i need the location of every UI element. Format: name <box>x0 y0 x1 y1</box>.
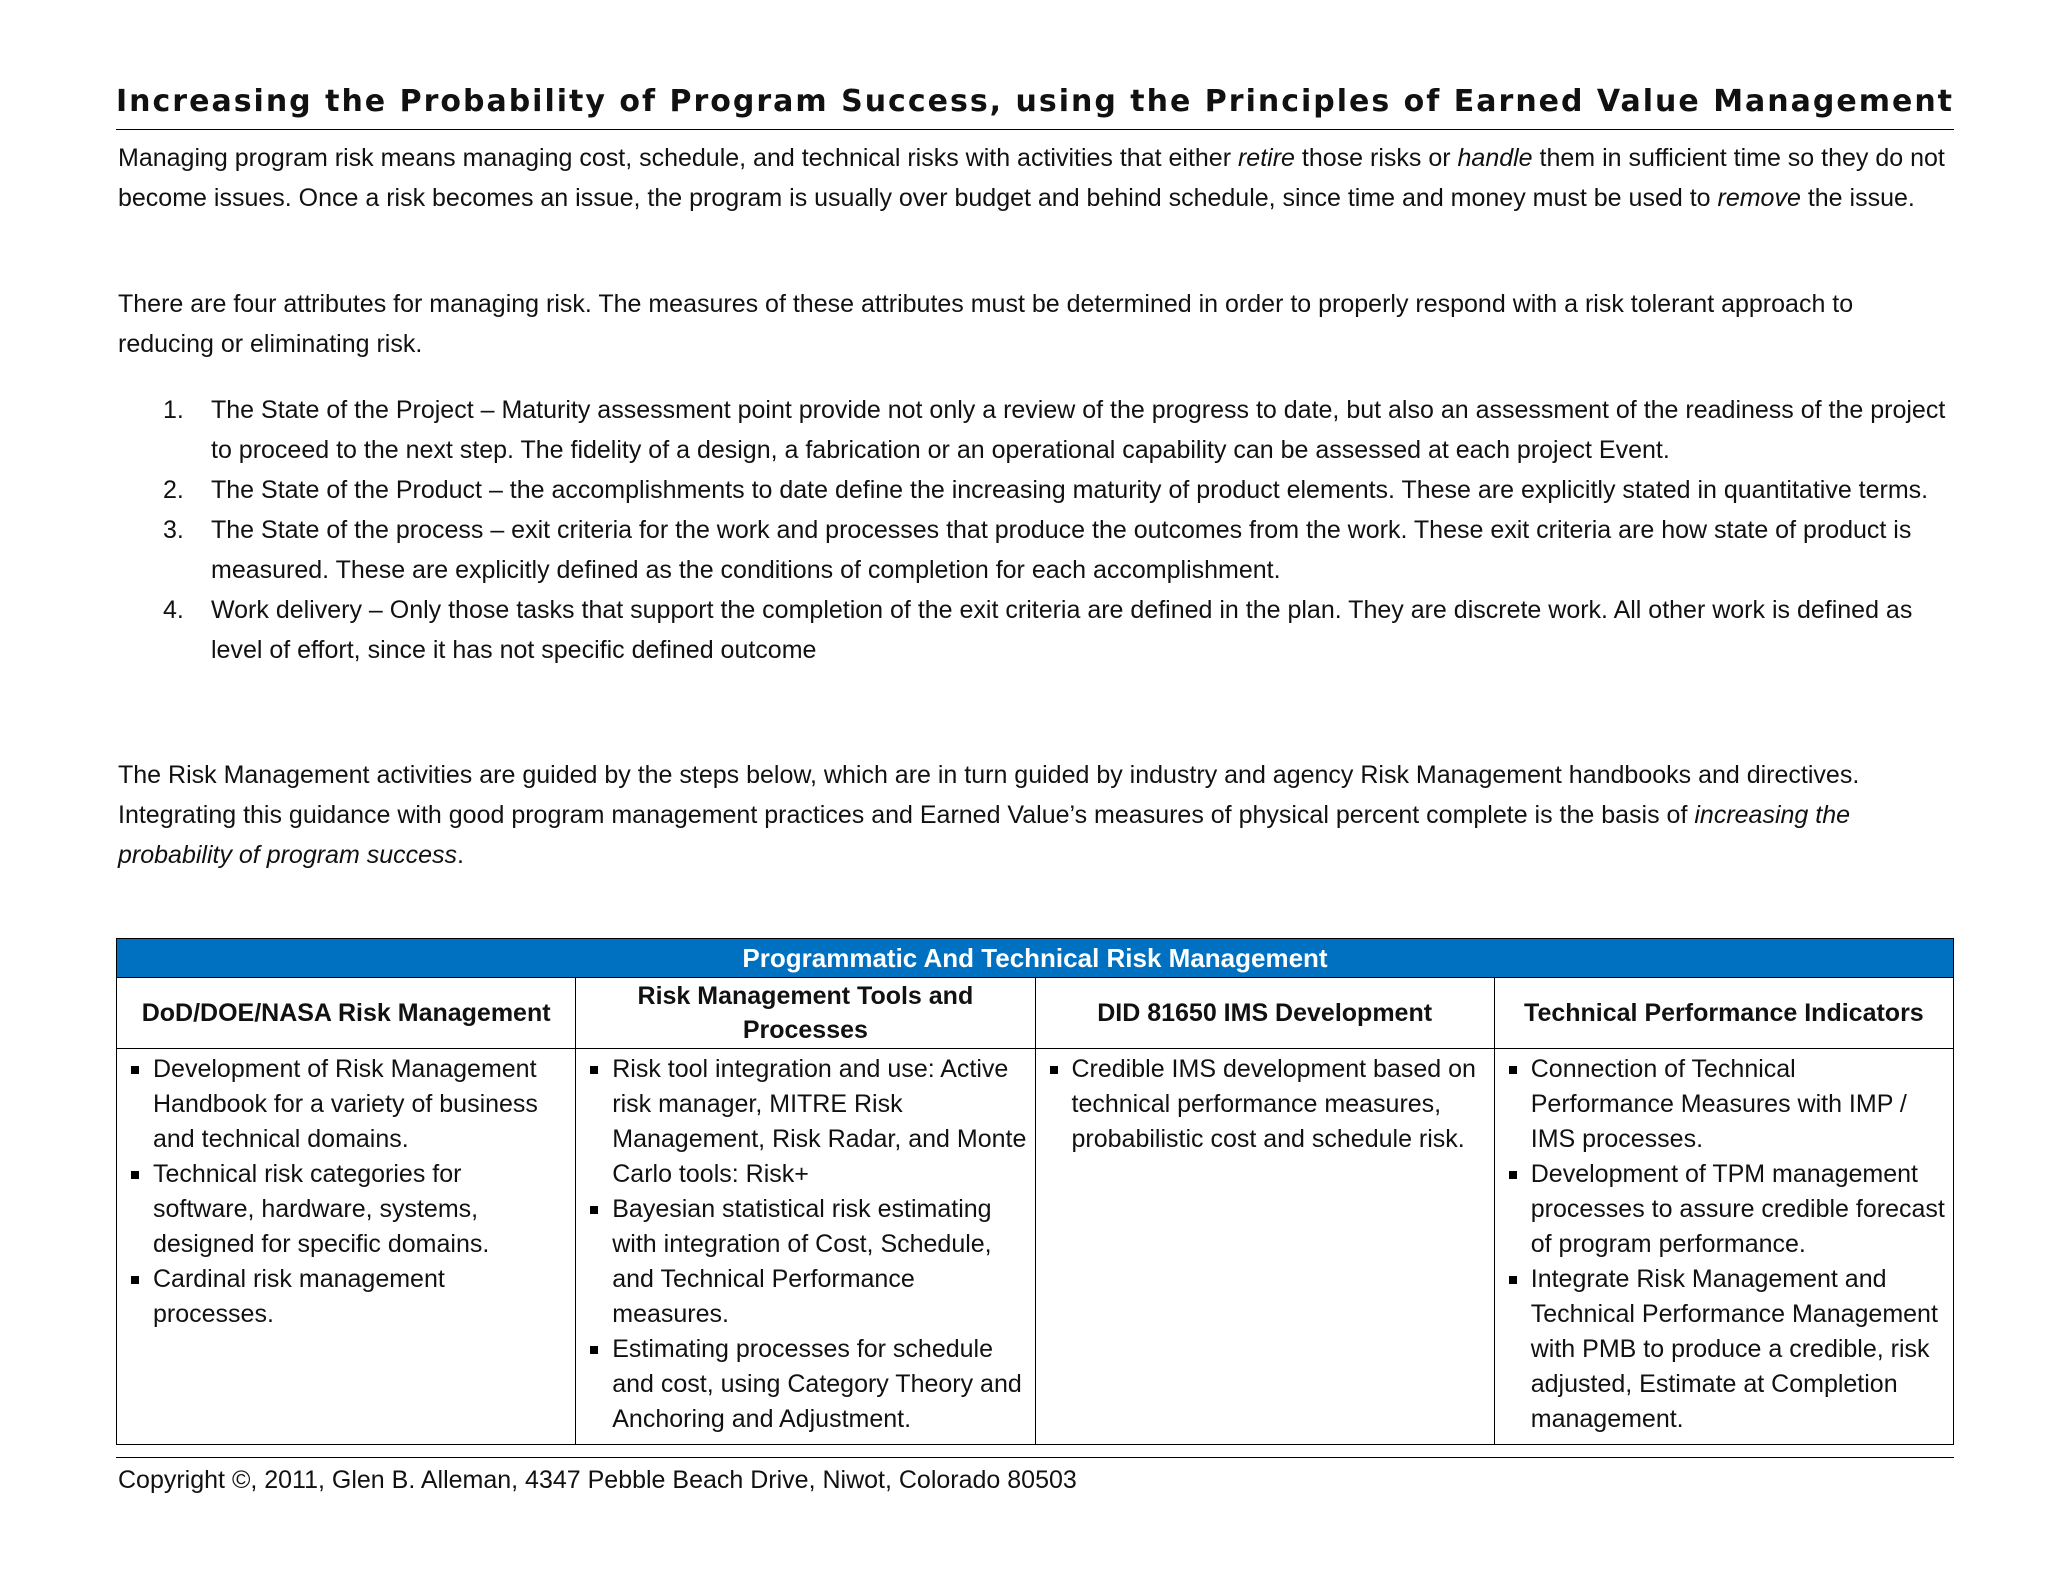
table-banner: Programmatic And Technical Risk Management <box>117 939 1954 978</box>
list-number: 2. <box>163 476 184 504</box>
footer-divider <box>116 1457 1954 1458</box>
copyright-notice: Copyright ©, 2011, Glen B. Alleman, 4347 Pebble Beach Drive, Niwot, Colorado 80503 <box>118 1466 1077 1494</box>
square-bullet-icon <box>1509 1276 1517 1284</box>
square-bullet-icon <box>590 1206 598 1214</box>
bullet-list <box>1048 1052 1486 1157</box>
guidance-text-2: . <box>457 841 464 869</box>
list-item-text: The State of the Product – the accomplishments to date define the increasing maturity of product elements. These are explicitly stated in quantitative terms. <box>211 476 1929 504</box>
bullet-item <box>1507 1262 1945 1437</box>
list-item <box>118 590 1954 670</box>
intro-text-4: the issue. <box>1800 184 1915 212</box>
bullet-item <box>129 1157 567 1262</box>
intro-paragraph <box>118 138 1954 218</box>
list-item-text: The State of the Project – Maturity assessment point provide not only a review of the progress to date, but also an assessment of the readiness of the project to proceed to the next step. The fidelity of a design, a fabrication or an operational capability can be assessed at each project Event. <box>211 396 1946 464</box>
column-header-dod-doe-nasa: DoD/DOE/NASA Risk Management <box>117 978 576 1049</box>
list-item <box>118 510 1954 590</box>
bullet-item <box>1048 1052 1486 1157</box>
bullet-item <box>588 1332 1026 1437</box>
bullet-text: Bayesian statistical risk estimating with integration of Cost, Schedule, and Technical Performance measures. <box>612 1195 992 1328</box>
square-bullet-icon <box>1509 1171 1517 1179</box>
square-bullet-icon <box>1050 1066 1058 1074</box>
page-title: Increasing the Probability of Program Success, using the Principles of Earned Value Management <box>116 84 1955 119</box>
intro-text-2: those risks or <box>1294 144 1458 172</box>
risk-management-table <box>116 938 1954 1445</box>
intro-emphasis-handle: handle <box>1457 144 1533 172</box>
intro-text-3: them in sufficient time so they do not become issues. Once a risk becomes an issue, the program is usually over budget and behind schedule, since time and money must be used to <box>118 144 1945 212</box>
list-item <box>118 390 1954 470</box>
bullet-text: Integrate Risk Management and Technical Performance Management with PMB to produce a credible, risk adjusted, Estimate at Completion management. <box>1530 1265 1938 1433</box>
guidance-paragraph <box>118 755 1954 875</box>
list-item <box>118 470 1954 510</box>
list-number: 3. <box>163 516 184 544</box>
intro-emphasis-retire: retire <box>1237 144 1295 172</box>
column-header-risk-tools: Risk Management Tools and Processes <box>576 978 1035 1049</box>
square-bullet-icon <box>131 1276 139 1284</box>
bullet-list <box>129 1052 567 1332</box>
square-bullet-icon <box>1509 1066 1517 1074</box>
table-cell-risk-tools <box>576 1049 1035 1445</box>
bullet-text: Development of TPM management processes to assure credible forecast of program performance. <box>1530 1160 1945 1258</box>
attributes-paragraph <box>118 284 1954 364</box>
guidance-text-1: The Risk Management activities are guided by the steps below, which are in turn guided by industry and agency Risk Management handbooks and directives. Integrating this guidance with good program management practices and Earned Value’s measures of physical percent complete is the basis of <box>118 761 1860 829</box>
bullet-list <box>1507 1052 1945 1437</box>
list-number: 4. <box>163 596 184 624</box>
bullet-text: Cardinal risk management processes. <box>153 1265 445 1328</box>
bullet-text: Technical risk categories for software, hardware, systems, designed for specific domains. <box>153 1160 490 1258</box>
column-header-ims-development: DID 81650 IMS Development <box>1035 978 1494 1049</box>
bullet-text: Credible IMS development based on technical performance measures, probabilistic cost and schedule risk. <box>1071 1055 1476 1153</box>
table-cell-tpi <box>1494 1049 1953 1445</box>
square-bullet-icon <box>590 1346 598 1354</box>
bullet-text: Development of Risk Management Handbook for a variety of business and technical domains. <box>153 1055 538 1153</box>
bullet-item <box>588 1052 1026 1192</box>
title-divider <box>116 129 1954 130</box>
square-bullet-icon <box>590 1066 598 1074</box>
bullet-item <box>129 1262 567 1332</box>
attributes-list <box>118 390 1954 670</box>
square-bullet-icon <box>131 1066 139 1074</box>
bullet-text: Risk tool integration and use: Active risk manager, MITRE Risk Management, Risk Radar, and Monte Carlo tools: Risk+ <box>612 1055 1027 1188</box>
guidance-emphasis: increasing the probability of program success <box>118 801 1851 869</box>
bullet-item <box>1507 1157 1945 1262</box>
bullet-item <box>588 1192 1026 1332</box>
intro-text-1: Managing program risk means managing cost, schedule, and technical risks with activities that either <box>118 144 1238 172</box>
bullet-item <box>1507 1052 1945 1157</box>
list-item-text: Work delivery – Only those tasks that support the completion of the exit criteria are defined in the plan. They are discrete work. All other work is defined as level of effort, since it has not specific defined outcome <box>211 596 1913 664</box>
column-header-tpi: Technical Performance Indicators <box>1494 978 1953 1049</box>
table-cell-dod-doe-nasa <box>117 1049 576 1445</box>
bullet-list <box>588 1052 1026 1437</box>
attributes-text: There are four attributes for managing risk. The measures of these attributes must be determined in order to properly respond with a risk tolerant approach to reducing or eliminating risk. <box>118 290 1854 358</box>
list-number: 1. <box>163 396 184 424</box>
square-bullet-icon <box>131 1171 139 1179</box>
bullet-text: Connection of Technical Performance Measures with IMP / IMS processes. <box>1530 1055 1907 1153</box>
list-item-text: The State of the process – exit criteria for the work and processes that produce the outcomes from the work. These exit criteria are how state of product is measured. These are explicitly defined as the conditions of completion for each accomplishment. <box>211 516 1912 584</box>
intro-emphasis-remove: remove <box>1717 184 1801 212</box>
bullet-text: Estimating processes for schedule and cost, using Category Theory and Anchoring and Adjustment. <box>612 1335 1022 1433</box>
table-cell-ims-development <box>1035 1049 1494 1445</box>
bullet-item <box>129 1052 567 1157</box>
